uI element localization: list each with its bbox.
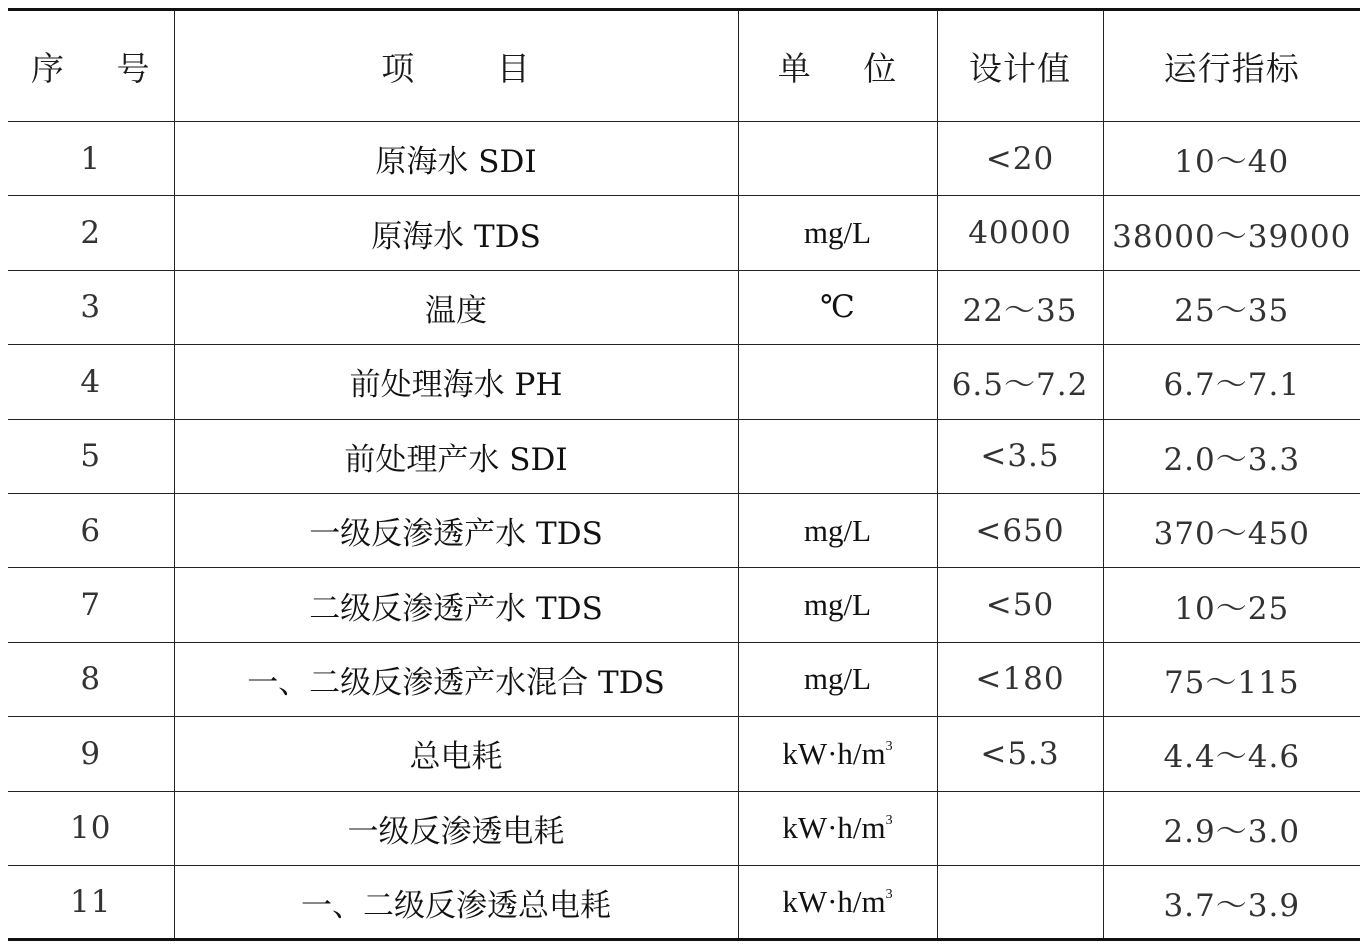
- cell-item-text: 一级反渗透产水 TDS: [309, 516, 603, 553]
- cell-index-text: 6: [80, 512, 102, 549]
- cell-unit-text: mg/L: [803, 661, 872, 697]
- cell-index: [8, 642, 174, 716]
- cell-design-value: [937, 865, 1103, 939]
- cell-item-text: 原海水 TDS: [371, 218, 541, 255]
- cell-item-text: 总电耗: [409, 739, 503, 776]
- cell-unit: [738, 865, 937, 939]
- table-row: [8, 717, 1360, 791]
- cell-design-value: [937, 717, 1103, 791]
- cell-index-text: 5: [80, 438, 102, 475]
- cell-unit-text: mg/L: [803, 512, 872, 548]
- cell-item: [174, 419, 738, 493]
- cell-design-value: [937, 270, 1103, 344]
- cell-design-value: [937, 493, 1103, 567]
- cell-design-value: [937, 791, 1103, 865]
- cell-index-text: 8: [80, 661, 102, 698]
- cell-operating-index-text: 75～115: [1163, 664, 1300, 701]
- cell-operating-index: [1103, 865, 1360, 939]
- unit-superscript: 3: [885, 887, 893, 903]
- cell-operating-index: [1103, 642, 1360, 716]
- cell-item: [174, 493, 738, 567]
- cell-design-value: [937, 568, 1103, 642]
- cell-unit: [738, 345, 937, 419]
- cell-operating-index: [1103, 270, 1360, 344]
- table-header: [8, 10, 1360, 122]
- cell-index: [8, 493, 174, 567]
- cell-index: [8, 270, 174, 344]
- cell-design-value: [937, 419, 1103, 493]
- cell-index-text: 7: [80, 587, 102, 624]
- cell-operating-index-text: 38000～39000: [1112, 218, 1352, 255]
- cell-unit: [738, 196, 937, 270]
- cell-design-value-text: 40000: [968, 215, 1072, 252]
- cell-operating-index-text: 2.9～3.0: [1163, 813, 1301, 850]
- cell-index: [8, 717, 174, 791]
- table-row: [8, 270, 1360, 344]
- cell-index-text: 9: [80, 735, 102, 772]
- cell-item: [174, 865, 738, 939]
- cell-unit-text: kW·h/m: [782, 884, 886, 920]
- cell-unit: [738, 419, 937, 493]
- cell-item: [174, 717, 738, 791]
- cell-operating-index: [1103, 717, 1360, 791]
- cell-unit: [738, 493, 937, 567]
- cell-unit: [738, 791, 937, 865]
- cell-item: [174, 270, 738, 344]
- cell-operating-index: [1103, 493, 1360, 567]
- cell-item: [174, 345, 738, 419]
- header-operating-index: 运行指标: [1103, 10, 1360, 122]
- cell-item-text: 二级反渗透产水 TDS: [309, 590, 603, 627]
- cell-design-value-text: <50: [985, 587, 1055, 624]
- cell-operating-index-text: 6.7～7.1: [1163, 367, 1301, 404]
- cell-item: [174, 568, 738, 642]
- header-item: 项 目: [174, 10, 738, 122]
- cell-item: [174, 122, 738, 196]
- cell-operating-index: [1103, 791, 1360, 865]
- cell-operating-index-text: 2.0～3.3: [1163, 441, 1301, 478]
- cell-unit: [738, 568, 937, 642]
- table-row: [8, 196, 1360, 270]
- table-row: [8, 642, 1360, 716]
- cell-item: [174, 791, 738, 865]
- cell-design-value-text: 22～35: [962, 292, 1078, 329]
- cell-item-text: 前处理产水 SDI: [344, 441, 568, 478]
- cell-index-text: 4: [80, 363, 102, 400]
- table-row: [8, 122, 1360, 196]
- cell-design-value-text: 6.5～7.2: [951, 367, 1089, 404]
- header-unit: 单 位: [738, 10, 937, 122]
- cell-index: [8, 419, 174, 493]
- unit-superscript: 3: [885, 813, 893, 829]
- cell-unit-text: kW·h/m: [782, 810, 886, 846]
- cell-design-value: [937, 122, 1103, 196]
- header-row: [8, 10, 1360, 122]
- cell-item-text: 一、二级反渗透总电耗: [301, 887, 611, 924]
- cell-design-value: [937, 196, 1103, 270]
- cell-operating-index: [1103, 419, 1360, 493]
- cell-index: [8, 791, 174, 865]
- table-row: [8, 493, 1360, 567]
- cell-operating-index: [1103, 122, 1360, 196]
- cell-unit-text: mg/L: [803, 215, 872, 251]
- cell-index-text: 10: [70, 810, 112, 847]
- cell-index-text: 2: [80, 215, 102, 252]
- cell-index-text: 3: [80, 289, 102, 326]
- cell-unit: [738, 270, 937, 344]
- cell-unit: [738, 122, 937, 196]
- header-design-value: 设计值: [937, 10, 1103, 122]
- table-row: [8, 865, 1360, 939]
- cell-item-text: 前处理海水 PH: [349, 367, 563, 404]
- cell-operating-index-text: 3.7～3.9: [1163, 887, 1301, 924]
- cell-operating-index-text: 10～25: [1174, 590, 1290, 627]
- cell-operating-index: [1103, 196, 1360, 270]
- cell-design-value-text: <180: [975, 661, 1065, 698]
- cell-index: [8, 568, 174, 642]
- cell-item-text: 原海水 SDI: [375, 144, 537, 181]
- cell-index: [8, 345, 174, 419]
- cell-index: [8, 196, 174, 270]
- cell-design-value: [937, 345, 1103, 419]
- table-row: [8, 419, 1360, 493]
- cell-operating-index: [1103, 568, 1360, 642]
- unit-superscript: 3: [885, 738, 893, 754]
- cell-item-text: 一、二级反渗透产水混合 TDS: [247, 664, 665, 701]
- table-row: [8, 791, 1360, 865]
- cell-operating-index-text: 25～35: [1174, 292, 1290, 329]
- cell-unit: [738, 642, 937, 716]
- cell-design-value: [937, 642, 1103, 716]
- cell-design-value-text: <650: [975, 512, 1065, 549]
- cell-index-text: 11: [70, 884, 112, 921]
- table-row: [8, 345, 1360, 419]
- cell-design-value-text: <5.3: [980, 735, 1060, 772]
- table-row: [8, 568, 1360, 642]
- cell-operating-index-text: 4.4～4.6: [1163, 739, 1301, 776]
- cell-unit: [738, 717, 937, 791]
- cell-item-text: 一级反渗透电耗: [347, 813, 565, 850]
- header-index: 序 号: [8, 10, 174, 122]
- cell-unit-text: kW·h/m: [782, 735, 886, 771]
- cell-index-text: 1: [80, 140, 102, 177]
- cell-index: [8, 865, 174, 939]
- cell-unit-text: mg/L: [803, 587, 872, 623]
- cell-operating-index-text: 370～450: [1153, 516, 1310, 553]
- cell-design-value-text: <20: [985, 140, 1055, 177]
- cell-item: [174, 196, 738, 270]
- cell-index: [8, 122, 174, 196]
- cell-unit-text: ℃: [820, 289, 855, 325]
- parameter-table: [8, 8, 1360, 941]
- cell-item: [174, 642, 738, 716]
- table-body: [8, 122, 1360, 940]
- cell-operating-index: [1103, 345, 1360, 419]
- cell-operating-index-text: 10～40: [1174, 144, 1290, 181]
- cell-design-value-text: <3.5: [980, 438, 1060, 475]
- cell-item-text: 温度: [425, 292, 487, 329]
